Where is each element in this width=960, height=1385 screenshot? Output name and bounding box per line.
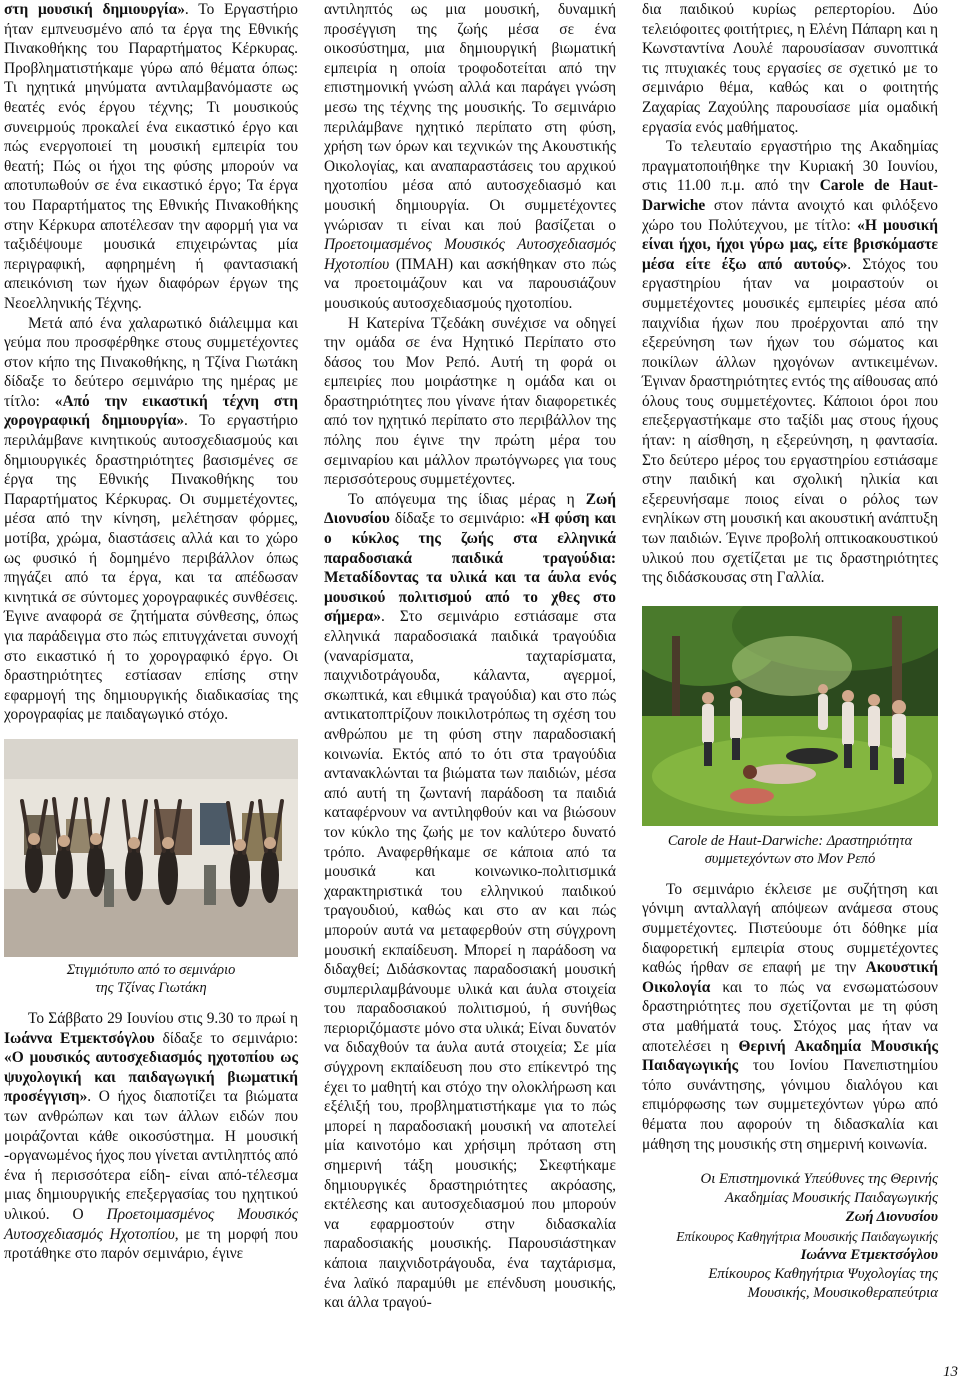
body-text: , με τη μορφή που προτάθηκε στο παρόν σεμινάριο, έγινε [4,1225,298,1263]
photo-caption [642,832,938,868]
body-text: Το απόγευμα της ίδιας μέρας η [348,490,586,508]
body-text: . Στόχος του εργαστηρίου ήταν να μοιραστούν οι συμμετέχοντες μουσικές εμπειρίες μέσα από παιχνίδια ήχων που προέρχονται από την εξερεύνηση των ήχων του σώματος και ποικίλων άλλων ηχογόνων αντικειμένων. Έγιναν δραστηριότητες εντός της αίθουσας από όλους τους συμμετέχοντες. Κάποιοι όροι που επεξεργαστήκαμε στο ταξίδι μας στους ήχους ήταν: η αίσθηση, η εξερεύνηση, η φαντασία. Στο δεύτερο μέρος του εργαστηρίου εστιάσαμε στην παιδική και σχολική ηλικία και εξερευνήσαμε ποιος είναι ο ρόλος των ενηλίκων στη μουσική και ακουστική ανάπτυξη των παιδιών. Έγινε προβολή οπτικοακουστικού υλικού που σχετίζεται με τις δραστηριότητες της διδάσκουσας στη Γαλλία. [642,255,938,587]
photo-caption [4,961,298,997]
paragraph [324,490,616,1313]
signature-line: Ακαδημίας Μουσικής Παιδαγωγικής [724,1190,938,1207]
signatory-name: Ιωάννα Ετμεκτσόγλου [800,1247,938,1264]
caption-line: Carole de Haut-Darwiche: Δραστηριότητα [667,832,913,849]
academy-name: Θερινή Ακαδημία Μουσικής Παιδαγωγικής [642,1037,938,1075]
paragraph [324,0,616,314]
body-text: Μετά από ένα χαλαρωτικό διάλειμμα και γεύμα που προσφέρθηκε στους συμμετέχοντες στον κήπο της Πινακοθήκης, η Τζίνα Γιωτάκη δίδαξε το δεύτερο σεμινάριο της ημέρας με τίτλο: [4,314,298,410]
signatory-title: Επίκουρος Καθηγήτρια Ψυχολογίας της [708,1266,938,1283]
caption-line: της Τζίνας Γιωτάκη [95,979,207,996]
column-1 [4,0,298,1264]
term-italic: Προετοιμασμένος Μουσικός Αυτοσχεδιασμός Ηχοτοπίου [4,1205,298,1243]
body-text: Το Σάββατο 29 Ιουνίου στις 9.30 το πρωί η [28,1009,298,1027]
paragraph [642,0,938,137]
body-text: . Το εργαστήριο περιλάμβανε κινητικούς αυτοσχεδιασμούς και δημιουργικές δραστηριότητες βασισμένες σε έργα της Εθνικής Πινακοθήκης του Παραρτήματος Κέρκυρας. Οι συμμετέχοντες, μέσα από την κίνηση, μελέτησαν φόρμες, μοτίβα, χρώμα, διαστάσεις αλλά και το χώρο ως φυσικό ή δομημένο περιβάλλον όπως πηγάζει από τα έργα, και τα απέδωσαν κινητικά σε σύντομες χορογραφικές συνθέσεις. Έγινε αναφορά σε ζητήματα σύνθεσης, όπως για παράδειγμα στο πώς επιτυγχάνεται συνοχή στο εικαστικό ή το χορογραφικό έργο. Οι δραστηριότητες εστίασαν επίσης στην εφαρμογή της δημιουργικής διαδικασίας της χορογραφίας με παιδαγωγικό στόχο. [4,412,298,724]
paragraph [642,880,938,1154]
paragraph [324,314,616,490]
seminar-title: «Από την εικαστική τέχνη στη χορογραφική δημιουργία» [4,392,298,430]
body-text: (ΠΜΑΗ) και ασκήθηκαν στο πώς να προετοιμάζουν και να παρουσιάζουν μουσικούς αυτοσχεδιασμούς ηχοτοπίου. [324,255,616,312]
body-text: στον πάντα ανοιχτό και φιλόξενο χώρο του Πολύτεχνου, με τίτλο: [642,196,938,234]
forest-photo-image [642,606,938,826]
body-text: και το πώς να ενσωματώσουν δραστηριότητες που σχετίζονται με τη φύση στα μαθήματά τους. Στόχος μας ήταν να αποτελέσει η [642,978,938,1055]
instructor-name: Ζωή Διονυσίου [324,490,616,528]
caption-line: Στιγμιότυπο από το σεμινάριο [66,961,236,978]
paragraph [4,1009,298,1264]
column-2 [324,0,616,1313]
instructor-name: Carole de Haut-Darwiche [642,177,938,214]
seminar-title: «Ο μουσικός αυτοσχεδιασμός ηχοτοπίου ως ψυχολογική και παιδαγωγική βιωματική προσέγγιση» [4,1049,298,1106]
seminar-title: «Η μουσική είναι ήχοι, ήχοι γύρω μας, είτε βρισκόμαστε μέσα είτε έξω από αυτούς» [642,216,938,273]
body-text: . Το Εργαστήριο ήταν εμπνευσμένο από τα έργα της Εθνικής Πινακοθήκης του Παραρτήματος Κέρκυρας. Προβληματιστήκαμε γύρω από θέματα όπως: Τι ηχητικά μηνύματα αντιλαμβανόμαστε ως θεατές ενός έργου τέχνης; Τι μουσικούς συνειρμούς προκαλεί ένα εικαστικό έργο και πώς ενεργοποιεί τη μουσική εμπειρία του θεατή; Πώς οι ήχοι της φύσης μπορούν να αποτυπωθούν σε ένα εικαστικό έργο; Τα έργα του Παραρτήματος της Εθνικής Πινακοθήκης στην Κέρκυρα αποτέλεσαν την αφορμή για να ταξιδέψουμε μουσικά επιχειρώντας μία περιγραφική, αφηρημένη ή φαντασιακή απεικόνιση των ήχων διαφόρων έργων της Νεοελληνικής Τέχνης. [4,1,298,312]
photo-mon-repos-activity [642,606,938,826]
column-3 [642,0,938,1303]
signatory-title: Επίκουρος Καθηγήτρια Μουσικής Παιδαγωγικής [676,1229,938,1245]
body-text: δίδαξε το σεμινάριο: [154,1029,298,1047]
page-number: 13 [943,1364,958,1380]
workshop-title: στη μουσική δημιουργία» [4,1,185,18]
caption-line: συμμετεχόντων στο Μον Ρεπό [704,850,876,867]
body-text: Η Κατερίνα Τζεδάκη συνέχισε να οδηγεί την ομάδα σε ένα Ηχητικό Περίπατο στο δάσος του Μον Ρεπό. Αυτή τη φορά οι εμπειρίες που μοιράστηκε η ομάδα και οι δραστηριότητες που γίνανε ήταν διαφορετικές από τον ηχητικό περίπατο στο περιβάλλον της πόλης που έγινε την πρώτη μέρα του σεμιναρίου και μάλλον πρωτόγνωρες για τους περισσότερους συμμετέχοντες. [324,314,616,489]
paragraph [642,137,938,588]
seminar-title: «Η φύση και ο κύκλος της ζωής στα ελληνικά παραδοσιακά παιδικά τραγούδια: Μεταδίδοντας τα υλικά και τα άυλα ενός μουσικού πολιτισμού από το χθες στο σήμερα» [324,510,616,626]
photo-gallery-seminar [4,739,298,957]
term-italic: Προετοιμασμένος Μουσικός Αυτοσχεδιασμός Ηχοτοπίου [324,236,616,273]
body-text: αντιληπτός ως μια μουσική, δυναμική προσέγγιση της ζωής μέσα σε ένα οικοσύστημα, μια δημιουργική βιωματική εμπειρία η οποία τροφοδοτείται από την επιστημονική γνώση αλλά και παράγει γνώση μεσω της τέχνης της μουσικής. Το σεμινάριο περιλάμβανε ηχητικό περίπατο στη φύση, χρήση των όρων και τεχνικών της Ακουστικής Οικολογίας, και αναπαραστάσεις του αρχικού ηχοτοπίου μέσα από αυτοσχεδιασμό και μουσική δημιουργία. Οι συμμετέχοντες γνώρισαν τι είναι και πού βασίζεται ο [324,1,616,234]
body-text: δια παιδικού κυρίως ρεπερτορίου. Δύο τελειόφοιτες φοιτήτριες, η Ελένη Πάπαρη και η Κωνσταντίνα Λουλέ παρουσίασαν συνοπτικά τις πτυχιακές τους εργασίες σε σχετικό με το σεμινάριο θέμα, καθώς και ο φοιτητής Ζαχαρίας Ζαχούλης παρουσίασε μία ομαδική εργασία ενός μαθήματος. [642,1,938,136]
signature-line: Οι Επιστημονικά Υπεύθυνες της Θερινής [700,1171,938,1188]
term-bold: Ακουστική Οικολογία [642,959,938,996]
signature-block [642,1170,938,1303]
paragraph [4,314,298,725]
signatory-name: Ζωή Διονυσίου [845,1209,938,1226]
signatory-title: Μουσικής, Μουσικοθεραπεύτρια [747,1285,938,1302]
body-text: του Ιονίου Πανεπιστημίου τόπο συνάντησης, γόνιμου διαλόγου και επιμόρφωσης των συμμετεχόντων γύρω από θέματα που αφορούν τη διδασκαλία και μάθηση της μουσικής στη σημερινή κοινωνία. [642,1057,938,1153]
body-text: Το σεμινάριο έκλεισε με συζήτηση και γόνιμη ανταλλαγή απόψεων ανάμεσα στους συμμετέχοντες. Πιστεύουμε ότι δόθηκε μία διαφορετική εμπειρία στους συμμετέχοντες καθώς ήρθαν σε επαφή με την [642,880,938,977]
gallery-photo-image [4,739,298,957]
body-text: δίδαξε το σεμινάριο: [389,510,530,528]
body-text: . Ο ήχος διαποτίζει τα βιώματα των ανθρώπων και των άλλων ειδών που μοιράζονται κάθε οικοσύστημα. Η μουσική -οργανωμένος ήχος που γίνεται αντιληπτός από ένα ή περισσότερα είδη- είναι από-τέλεσμα μιας δημιουργικής επεξεργασίας του ηχητικού υλικού. Ο [4,1088,298,1223]
paragraph [4,0,298,314]
body-text: . Στο σεμινάριο εστιάσαμε στα ελληνικά παραδοσιακά παιδικά τραγούδια (ναναρίσματα, ταχταρίσματα, παιχνιδοτράγουδα, κάλαντα, αγερμοί, σκωπτικά, και εθιμικά τραγούδια) και στο πώς αντικατοπτρίζουν ποικιλοτρόπως τη σχέση του ανθρώπου με τη φύση στην παραδοσιακή κοινωνία. Εκτός από το ότι στα τραγούδια αντανακλώνται τα βιώματα των παιδιών, μέσα από αυτή τη ζωντανή παράδοση τα παιδιά καταφέρνουν να αντιληφθούν και να βιώσουν τον κύκλο της ζωής με τον καλύτερο δυνατό τρόπο. Αναφερθήκαμε σε κάποια από τα μουσικά και κοινωνικο-πολιτισμικά χαρακτηριστικά του ελληνικού παιδικού τραγουδιού, καθώς και στο αν και πώς μπορούν αυτά να μεταφερθούν στη σύγχρονη μουσική εκπαίδευση. Μπορεί η παράδοση να διδαχθεί; Διδάσκοντας παραδοσιακή μουσική συμπεριλαμβάνουμε υλικά και άυλα στοιχεία του παραδοσιακού πολιτισμού, ή συνήθως περιοριζόμαστε μόνο στα υλικά; Είναι δυνατόν να διδαχθούν τα άυλα αυτά στοιχεία; Σε μία σύγχρονη εκπαίδευση που στο επίκεντρό της έχει το μαθητή και στόχο την ολοκλήρωση και εξέλιξή του, προβληματιστήκαμε για το πώς μπορεί η παραδοσιακή μουσική να αποτελεί μία καινοτόμο και χρήσιμη πρόταση στη σημερινή τάξη μουσικής; Σκεφτήκαμε δημιουργικές δραστηριότητες ακρόασης, εκτέλεσης και αυτοσχεδιασμού που μπορούν να εφαρμοστούν στην διδασκαλία παραδοσιακής μουσικής. Παρουσιάστηκαν κάποια παιχνιδοτράγουδα, ένα ταχτάρισμα, ένα λαϊκό παραμύθι με επένδυση μουσικής, και άλλα τραγού- [324,608,616,1312]
body-text: Το τελευταίο εργαστήριο της Ακαδημίας πραγματοποιήθηκε την Κυριακή 30 Ιουνίου, στις 11.00 π.μ. από την [642,138,938,195]
instructor-name: Ιωάννα Ετμεκτσόγλου [4,1029,155,1047]
